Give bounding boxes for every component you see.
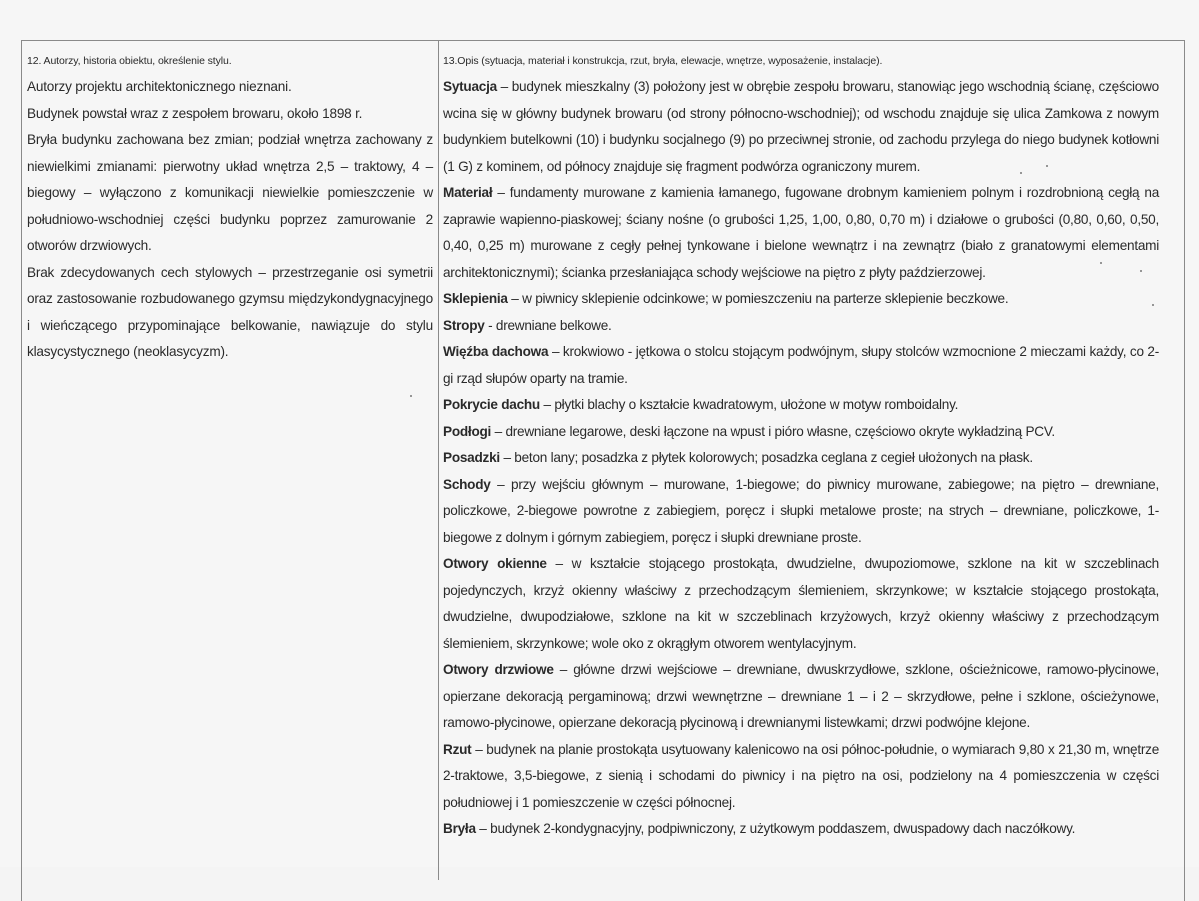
vaults-label: Sklepienia	[443, 291, 508, 306]
authors-paragraph: Autorzy projektu architektonicznego nieznani.	[27, 79, 292, 94]
situation-label: Sytuacja	[443, 79, 497, 94]
situation-paragraph	[443, 74, 1159, 180]
roof-covering-label: Pokrycie dachu	[443, 397, 540, 412]
roof-truss-paragraph	[443, 339, 1159, 392]
style-paragraph: Brak zdecydowanych cech stylowych – przestrzeganie osi symetrii oraz zastosowanie rozbudowanego gzymsu międzykondygnacyjnego i wieńczącego przypominające belkowanie, nawiązuje do stylu klasycystycznego (neoklasycyzm).	[27, 264, 433, 359]
material-label: Materiał	[443, 185, 493, 200]
column-divider	[438, 40, 439, 880]
scan-speck	[410, 395, 412, 397]
plan-text: – budynek na planie prostokąta usytuowany kalenicowo na osi północ-południe, o wymiarach 9,80 x 21,30 m, wnętrze 2-traktowe, 3,5-biegowe, z sienią i schodami do piwnicy i na piętro na osi, podzielony na 4 pomieszczenia w części południowej i 1 pomieszczenie w części północnej.	[443, 741, 1159, 810]
flooring-label: Posadzki	[443, 450, 500, 465]
floors-text: – drewniane legarowe, deski łączone na wpust i pióro własne, częściowo okryte wykładziną PCV.	[491, 423, 1055, 439]
authors-history-style-column	[27, 54, 433, 366]
floors-paragraph	[443, 419, 1159, 446]
stairs-paragraph	[443, 472, 1159, 552]
massing-paragraph	[443, 816, 1159, 843]
roof-truss-label: Więźba dachowa	[443, 344, 549, 359]
roof-truss-text: – krokwiowo - jętkowa o stolcu stojącym podwójnym, słupy stolców wzmocnione 2 mieczami każdy, co 2-gi rząd słupów oparty na tramie.	[443, 344, 1160, 386]
door-openings-label: Otwory drzwiowe	[443, 662, 554, 677]
flooring-text: – beton lany; posadzka z płytek kolorowych; posadzka ceglana z cegieł ułożonych na płask.	[499, 450, 1033, 465]
massing-label: Bryła	[443, 821, 476, 836]
door-openings-text: – główne drzwi wejściowe – drewniane, dwuskrzydłowe, szklone, ościeżnicowe, ramowo-płycinowe, opierzane dekoracją pergaminową; drzwi wewnętrzne – drewniane 1 – i 2 – skrzydłowe, pełne i szklone, ościeżynowe, ramowo-płycinowe, opierzane dekoracją płycinową i drewnianymi listewkami; drzwi podwójne klejone.	[443, 662, 1159, 730]
roof-covering-text: – płytki blachy o kształcie kwadratowym, ułożone w motyw romboidalny.	[540, 397, 959, 412]
scan-speck	[1100, 262, 1102, 264]
window-openings-text: – w kształcie stojącego prostokąta, dwudzielne, dwupoziomowe, szklone na kit w szczeblinach pojedynczych, krzyż okienny właściwy z przechodzącym ślemieniem, skrzynkowe; w kształcie stojącego prostokąta, dwudzielne, dwupodziałowe, szklone na kit w szczeblinach krzyżowych, krzyż okienny właściwy z przechodzącym ślemieniem, skrzynkowe; wole oko z okrągłym otworem wentylacyjnym.	[443, 556, 1159, 651]
description-column	[443, 54, 1159, 843]
vaults-paragraph	[443, 286, 1159, 313]
door-openings-paragraph	[443, 657, 1159, 737]
plan-paragraph	[443, 737, 1159, 817]
stairs-label: Schody	[443, 476, 491, 492]
vaults-text: – w piwnicy sklepienie odcinkowe; w pomieszczeniu na parterze sklepienie beczkowe.	[507, 291, 1009, 306]
scan-speck	[1152, 304, 1154, 306]
ceilings-paragraph	[443, 313, 1159, 340]
floors-label: Podłogi	[443, 423, 492, 439]
preservation-paragraph: Bryła budynku zachowana bez zmian; podział wnętrza zachowany z niewielkimi zmianami: pierwotny układ wnętrza 2,5 – traktowy, 4 – biegowy – wyłączono z komunikacji niewielkie pomieszczenie w południowo-wschodniej części budynku poprzez zamurowanie 2 otworów drzwiowych.	[27, 132, 433, 253]
plan-label: Rzut	[443, 741, 472, 757]
flooring-paragraph	[443, 445, 1159, 472]
stairs-text: – przy wejściu głównym – murowane, 1-biegowe; do piwnicy murowane, zabiegowe; na piętro – drewniane, policzkowe, 2-biegowe powrotne z zabiegiem, poręcz i słupki metalowe proste; na strych – drewniane, policzkowe, 1-biegowe z dolnym i górnym zabiegiem, poręcz i słupki drewniane proste.	[443, 476, 1159, 545]
section-12-heading: 12. Autorzy, historia obiektu, określenie stylu.	[27, 55, 232, 67]
section-13-heading: 13.Opis (sytuacja, materiał i konstrukcja, rzut, bryła, elewacje, wnętrze, wyposażenie, instalacje).	[443, 55, 883, 67]
material-paragraph	[443, 180, 1159, 286]
scan-speck	[1140, 270, 1142, 272]
roof-covering-paragraph	[443, 392, 1159, 419]
scan-speck	[1046, 165, 1048, 167]
scan-speck	[1020, 172, 1022, 174]
window-openings-label: Otwory okienne	[443, 556, 547, 571]
massing-text: – budynek 2-kondygnacyjny, podpiwniczony, z użytkowym poddaszem, dwuspadowy dach naczółkowy.	[475, 821, 1076, 836]
situation-text: – budynek mieszkalny (3) położony jest w obrębie zespołu browaru, stanowiąc jego wschodnią ścianę, częściowo wcina się w główny budynek browaru (od strony północno-wschodniej); od wschodu znajduje się ulica Zamkowa z nowym budynkiem butelkowni (10) i budynku socjalnego (9) po przeciwnej stronie, od zachodu przylega do niego budynek kotłowni (1 G) z kominem, od północy znajduje się fragment podwórza ograniczony murem.	[443, 79, 1159, 174]
window-openings-paragraph	[443, 551, 1159, 657]
ceilings-label: Stropy	[443, 317, 485, 333]
material-text: – fundamenty murowane z kamienia łamanego, fugowane drobnym kamieniem polnym i rozdrobnioną cegłą na zaprawie wapienno-piaskowej; ściany nośne (o grubości 1,25, 1,00, 0,80, 0,70 m) i działowe o grubości (0,80, 0,60, 0,50, 0,40, 0,25 m) murowane z cegły pełnej tynkowane i bielone wewnątrz i na zewnątrz (biało z granatowymi elementami architektonicznymi); ścianka przesłaniająca schody wejściowe na piętro z płyty paździerzowej.	[443, 185, 1159, 280]
ceilings-text: - drewniane belkowe.	[484, 317, 612, 333]
history-paragraph: Budynek powstał wraz z zespołem browaru, około 1898 r.	[27, 105, 363, 121]
